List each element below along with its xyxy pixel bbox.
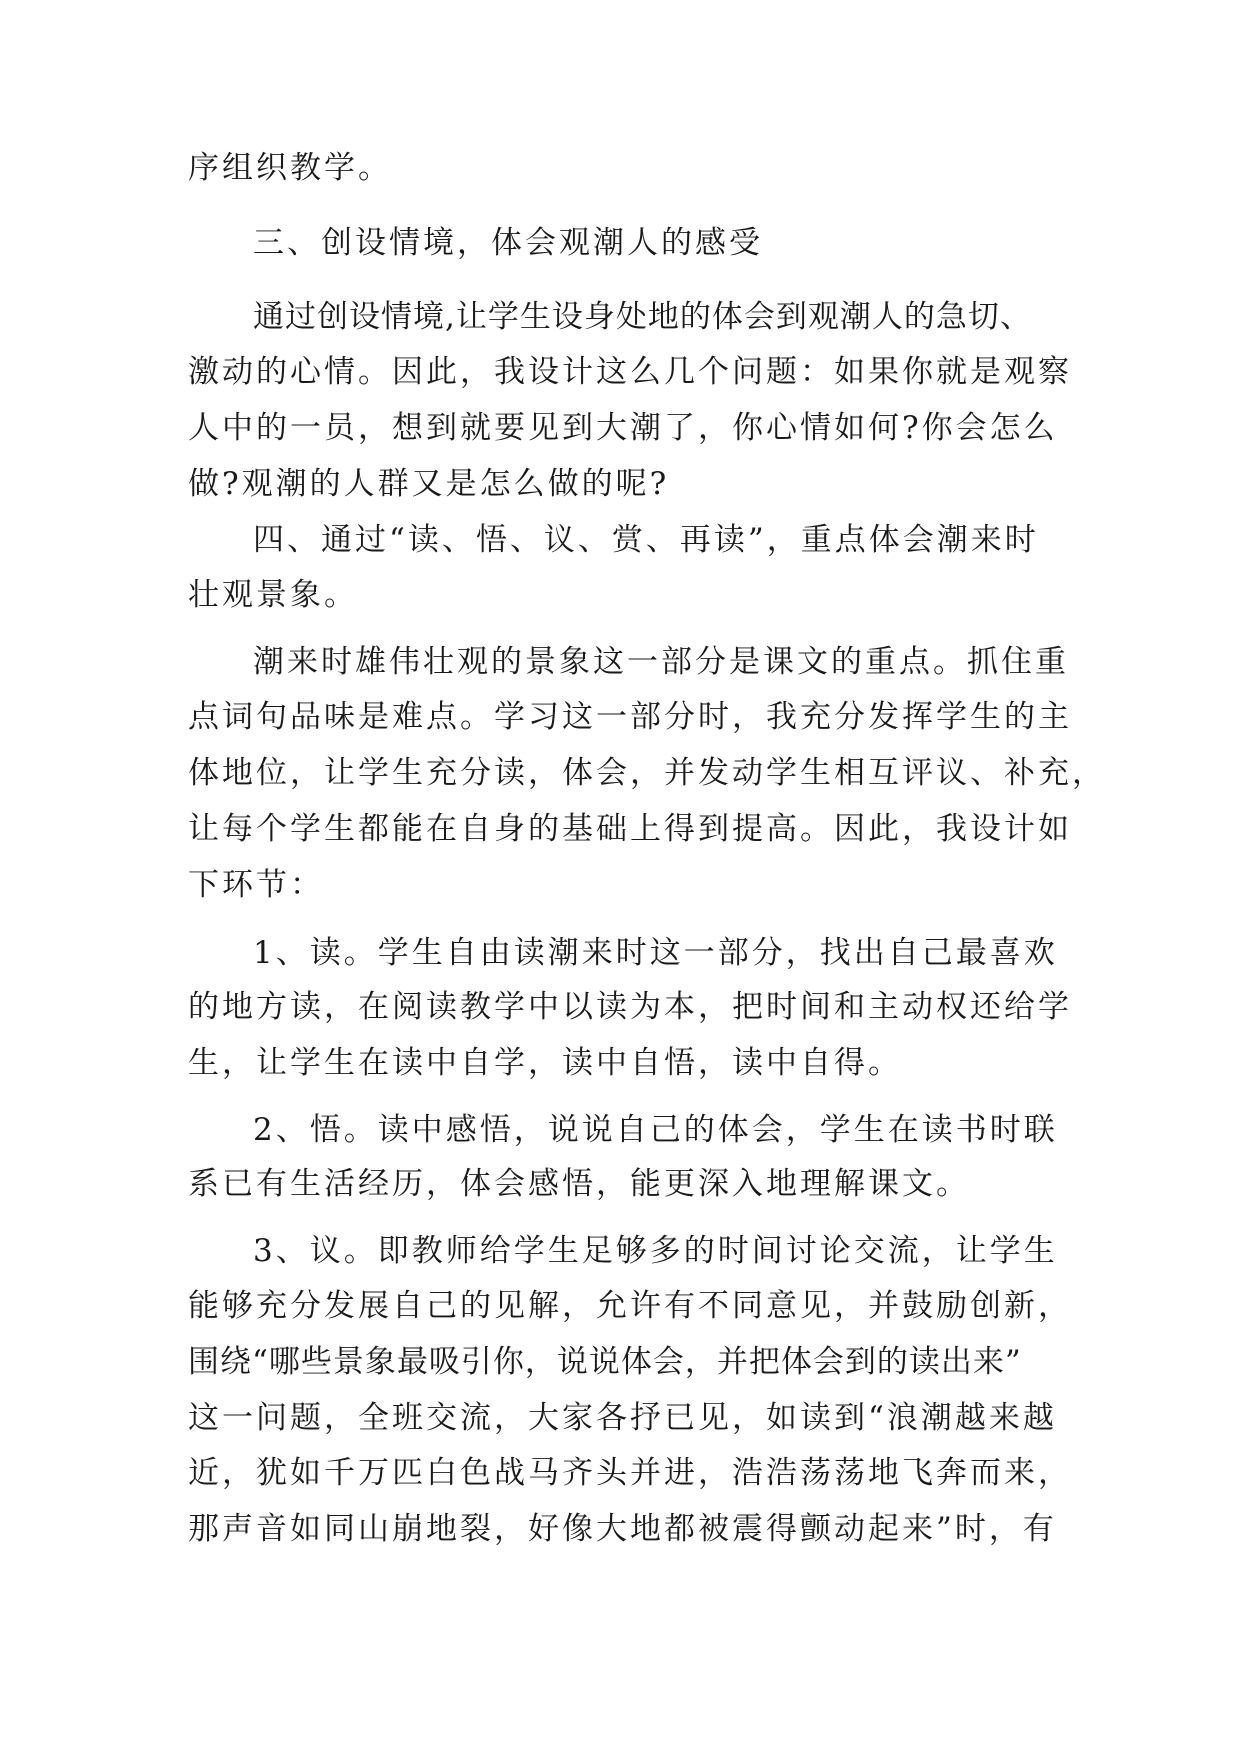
section-heading: 三、创设情境，体会观潮人的感受 — [253, 225, 763, 261]
text-line: 系已有生活经历，体会感悟，能更深入地理解课文。 — [188, 1166, 970, 1202]
text-line: 人中的一员，想到就要见到大潮了，你心情如何?你会怎么 — [188, 410, 1058, 446]
text-line: 序组织教学。 — [188, 150, 392, 186]
text-line: 1、读。学生自由读潮来时这一部分，找出自己最喜欢 — [253, 935, 1058, 971]
text-line: 那声音如同山崩地裂，好像大地都被震得颤动起来”时，有 — [188, 1511, 1057, 1547]
text-line: 做?观潮的人群又是怎么做的呢? — [188, 466, 670, 502]
section-heading: 四、通过“读、悟、议、赏、再读”，重点体会潮来时 — [253, 522, 1039, 558]
text-line: 围绕“哪些景象最吸引你，说说体会，并把体会到的读出来” — [188, 1344, 1022, 1380]
text-line: 壮观景象。 — [188, 577, 358, 613]
text-line: 生，让学生在读中自学，读中自悟，读中自得。 — [188, 1045, 902, 1081]
text-line: 这一问题，全班交流，大家各抒已见，如读到“浪潮越来越 — [188, 1400, 1057, 1436]
text-line: 激动的心情。因此，我设计这么几个问题：如果你就是观察 — [188, 354, 1072, 390]
text-line: 通过创设情境,让学生设身处地的体会到观潮人的急切、 — [253, 299, 1032, 335]
text-line: 能够充分发展自己的见解，允许有不同意见，并鼓励创新， — [188, 1288, 1072, 1324]
text-line: 2、悟。读中感悟，说说自己的体会，学生在读书时联 — [253, 1112, 1058, 1148]
text-line: 近，犹如千万匹白色战马齐头并进，浩浩荡荡地飞奔而来， — [188, 1455, 1072, 1491]
text-line: 让每个学生都能在自身的基础上得到提高。因此，我设计如 — [188, 811, 1072, 847]
text-line: 3、议。即教师给学生足够多的时间讨论交流，让学生 — [253, 1233, 1058, 1269]
text-line: 潮来时雄伟壮观的景象这一部分是课文的重点。抓住重 — [253, 644, 1069, 680]
text-line: 下环节： — [188, 867, 324, 903]
text-line: 点词句品味是难点。学习这一部分时，我充分发挥学生的主 — [188, 699, 1072, 735]
text-line: 体地位，让学生充分读，体会，并发动学生相互评议、补充， — [188, 755, 1106, 791]
text-line: 的地方读，在阅读教学中以读为本，把时间和主动权还给学 — [188, 989, 1072, 1025]
